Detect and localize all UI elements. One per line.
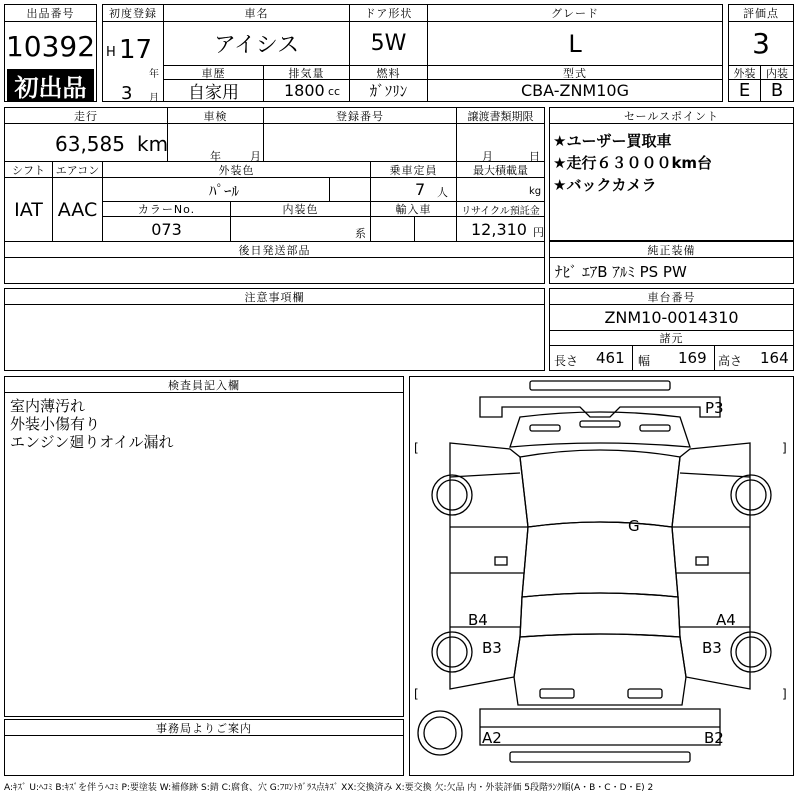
wheel-front-right: [731, 475, 771, 515]
first-time-badge: 初出品: [7, 69, 94, 101]
notes-label: 注意事項欄: [5, 289, 544, 305]
mark-a2: A2: [482, 729, 502, 747]
sales-point-3: ★バックカメラ: [553, 176, 657, 194]
door-type: 5W: [350, 22, 428, 66]
model-label: 型式: [428, 66, 722, 80]
month: 3: [121, 83, 133, 104]
month-unit: 月: [149, 93, 159, 104]
shift-label: シフト: [5, 162, 53, 178]
capacity-cell: [371, 178, 457, 202]
hood-vent-c: [580, 421, 620, 427]
bracket-left-2: [: [414, 687, 419, 701]
registration-box: [102, 4, 164, 102]
ext-label: 外装: [729, 66, 761, 80]
height-value: 164: [760, 349, 789, 367]
rear-window: [520, 593, 680, 637]
mileage-unit: km: [137, 132, 169, 156]
chassis-label: 車台番号: [550, 289, 793, 305]
inspection-label: 車検: [168, 108, 264, 124]
door-label: ドア形状: [350, 5, 428, 22]
recycle: 12,310: [471, 220, 527, 239]
insp-year-unit: 年: [210, 150, 221, 163]
int-color-suffix: 系: [355, 227, 366, 240]
bracket-right-2: ]: [782, 687, 787, 701]
wheel-front-left-inner: [437, 480, 467, 510]
recycle-label: リサイクル預託金: [457, 202, 544, 217]
history-label: 車歴: [164, 66, 264, 80]
score-label: 評価点: [729, 5, 793, 22]
transfer-cell: [457, 124, 544, 162]
color-label: 外装色: [103, 162, 371, 178]
wheel-rear-left: [432, 632, 472, 672]
side-line-r1: [680, 473, 750, 477]
transfer-month-unit: 月: [482, 150, 493, 163]
shift: IAT: [5, 178, 53, 242]
color: ﾊﾟｰﾙ: [208, 181, 239, 200]
inspector-label: 検査員記入欄: [5, 377, 403, 393]
grade-label: グレード: [428, 5, 722, 22]
mark-g: G: [628, 517, 640, 535]
ext-grade: E: [729, 80, 761, 101]
reg-no-value: [264, 124, 457, 162]
displacement-unit: cc: [328, 85, 341, 98]
chassis-box: [549, 288, 794, 371]
car-name-label: 車名: [164, 5, 350, 22]
sales-points-box: [549, 107, 794, 241]
year-unit: 年: [149, 69, 159, 80]
width-value: 169: [678, 349, 707, 367]
mileage-label: 走行: [5, 108, 168, 124]
dims-divider-1: [632, 346, 633, 370]
mirror-right: [696, 557, 708, 565]
rear-lamp-l: [540, 689, 574, 698]
color-divider: [329, 178, 330, 202]
wheel-front-left: [432, 475, 472, 515]
hood-vent-r: [640, 425, 670, 431]
sales-points-label: セールスポイント: [550, 108, 793, 124]
model: CBA-ZNM10G: [520, 81, 629, 100]
int-label: 内装: [761, 66, 793, 80]
mark-a4: A4: [716, 611, 736, 629]
wheel-rear-left-inner: [437, 637, 467, 667]
bracket-right-1: ]: [782, 441, 787, 455]
dims-divider-2: [714, 346, 715, 370]
recycle-cell: [457, 217, 544, 242]
score-box: [728, 4, 794, 102]
height-label: 高さ: [718, 354, 743, 368]
load-cell: [457, 178, 544, 202]
inspector-line-2: 外装小傷有り: [10, 415, 101, 433]
windshield: [520, 450, 680, 527]
mileage: 63,585: [55, 132, 125, 156]
bracket-left-1: [: [414, 441, 419, 455]
office-label: 事務局よりご案内: [5, 720, 403, 736]
mileage-cell: [5, 124, 168, 162]
import-divider: [371, 217, 415, 241]
int-grade: B: [770, 80, 784, 101]
front-bumper-top: [530, 381, 670, 390]
lot-label: 出品番号: [5, 5, 96, 22]
mark-b2: B2: [704, 729, 724, 747]
ac: AAC: [53, 178, 103, 242]
load-unit: kg: [529, 186, 542, 197]
width-label: 幅: [638, 354, 651, 368]
later-parts-label: 後日発送部品: [5, 242, 544, 258]
inspector-box: [4, 376, 404, 717]
sales-point-2: ★走行６３０００km台: [553, 154, 713, 172]
dims-label: 諸元: [550, 331, 793, 346]
legend: A:ｷｽﾞ U:ﾍｺﾐ B:ｷｽﾞを伴うﾍｺﾐ P:要塗装 W:補修跡 S:錆 C:腐食、穴 G:ﾌﾛﾝﾄｶﾞﾗｽ点ｷｽﾞ XX:交換済み X:要交換 欠:欠品 内・外装評価 5段階ﾗﾝｸ順(A・B・C・D・E) 2: [4, 783, 654, 793]
car-outline-svg: [410, 377, 793, 775]
history: 自家用: [164, 80, 264, 101]
chassis-number: ZNM10-0014310: [550, 305, 793, 331]
notes-box: [4, 288, 545, 371]
lot-box: [4, 4, 97, 102]
details-grid: [4, 107, 545, 284]
rear-lamp-r: [628, 689, 662, 698]
displacement: 1800: [284, 81, 325, 100]
inspector-line-3: エンジン廻りオイル漏れ: [10, 433, 174, 451]
equipment-value: ﾅﾋﾞ ｴｱB ｱﾙﾐ PS PW: [555, 262, 687, 281]
era: H: [106, 45, 116, 60]
color-no: 073: [103, 217, 231, 242]
later-parts-value: [5, 258, 544, 283]
mark-b4: B4: [468, 611, 488, 629]
int-color-cell: [231, 217, 371, 242]
reg-label: 初度登録: [103, 5, 163, 22]
equipment-box: [549, 241, 794, 284]
import-label: 輸入車: [371, 202, 457, 217]
length-value: 461: [596, 349, 625, 367]
transfer-label: 譲渡書類期限: [457, 108, 544, 124]
lot-number: 10392: [5, 29, 96, 63]
reg-no-label: 登録番号: [264, 108, 457, 124]
score: 3: [729, 22, 793, 66]
wheel-rear-right-inner: [736, 637, 766, 667]
mirror-left: [495, 557, 507, 565]
fuel: ｶﾞｿﾘﾝ: [350, 80, 428, 101]
load-label: 最大積載量: [457, 162, 544, 178]
fuel-label: 燃料: [350, 66, 428, 80]
vehicle-spec-grid: [163, 4, 723, 102]
color-value-cell: [103, 178, 371, 202]
import-cell: [371, 217, 457, 242]
mark-b3-right: B3: [702, 639, 722, 657]
mark-b3-left: B3: [482, 639, 502, 657]
displacement-cell: [264, 80, 350, 101]
color-no-label: カラーNo.: [103, 202, 231, 217]
wheel-rear-right: [731, 632, 771, 672]
damage-diagram: [409, 376, 794, 776]
int-color-label: 内装色: [231, 202, 371, 217]
equipment-label: 純正装備: [550, 242, 793, 258]
length-label: 長さ: [554, 354, 579, 368]
insp-month-unit: 月: [250, 150, 261, 163]
inspection-cell: [168, 124, 264, 162]
capacity-label: 乗車定員: [371, 162, 457, 178]
wheel-front-right-inner: [736, 480, 766, 510]
dims-row: [550, 346, 793, 370]
ac-label: エアコン: [53, 162, 103, 178]
front-frame: [480, 397, 720, 417]
roof: [522, 522, 678, 597]
sales-point-1: ★ユーザー買取車: [553, 132, 672, 150]
spare-wheel-inner: [424, 717, 456, 749]
capacity-unit: 人: [437, 186, 448, 199]
rear-bumper-bottom: [510, 752, 690, 762]
displacement-label: 排気量: [264, 66, 350, 80]
car-name: アイシス: [164, 22, 350, 66]
capacity: 7: [415, 180, 426, 199]
year: 17: [119, 35, 153, 65]
grade: L: [428, 22, 722, 66]
hood-vent-l: [530, 425, 560, 431]
mark-p3: P3: [705, 399, 724, 417]
inspector-line-1: 室内薄汚れ: [10, 397, 86, 415]
recycle-unit: 円: [533, 226, 544, 239]
transfer-day-unit: 日: [529, 150, 540, 163]
office-box: [4, 719, 404, 776]
